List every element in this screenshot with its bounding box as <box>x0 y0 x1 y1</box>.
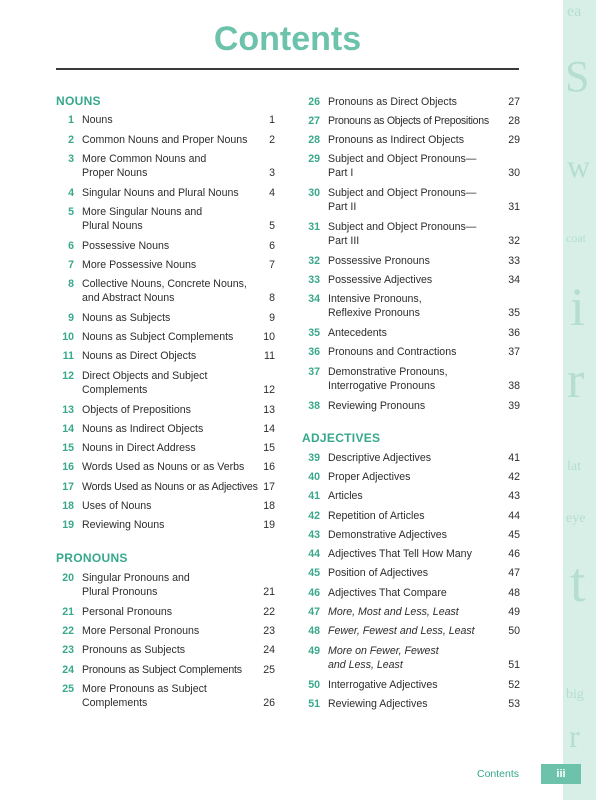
lesson-title: Objects of Prepositions <box>82 404 191 416</box>
lesson-number: 25 <box>62 683 74 695</box>
lesson-number: 37 <box>308 366 320 378</box>
page-number: 46 <box>508 548 520 560</box>
section-heading-pronouns: PRONOUNS <box>56 551 128 565</box>
lesson-number: 16 <box>62 461 74 473</box>
page-number: 24 <box>263 644 275 656</box>
page-number: 49 <box>508 606 520 618</box>
lesson-title: More Singular Nouns and Plural Nouns <box>82 206 203 232</box>
page-number: 7 <box>269 259 275 271</box>
page-number: 26 <box>263 697 275 709</box>
lesson-number: 28 <box>308 134 320 146</box>
lesson-title: Personal Pronouns <box>82 606 173 618</box>
lesson-title: More, Most and Less, Least <box>328 606 459 618</box>
lesson-title: Demonstrative Adjectives <box>328 529 447 541</box>
page-number: 8 <box>269 292 275 304</box>
lesson-number: 42 <box>308 510 320 522</box>
lesson-number: 33 <box>308 274 320 286</box>
decorative-word: ea <box>567 3 582 20</box>
lesson-number: 17 <box>62 481 74 493</box>
page-number: 50 <box>508 625 520 637</box>
page-number: 12 <box>263 384 275 396</box>
page-number: 42 <box>508 471 520 483</box>
page-number: 10 <box>263 331 275 343</box>
lesson-title: Subject and Object Pronouns— Part II <box>328 187 477 213</box>
decorative-word: r <box>569 718 580 754</box>
lesson-title: More Possessive Nouns <box>82 259 197 271</box>
page-number: 14 <box>263 423 275 435</box>
lesson-number: 24 <box>62 664 74 676</box>
lesson-number: 40 <box>308 471 320 483</box>
lesson-title: Demonstrative Pronouns, Interrogative Pronouns <box>328 366 448 392</box>
lesson-title: Possessive Pronouns <box>328 255 430 267</box>
decorative-word: big <box>566 687 584 702</box>
lesson-title: Proper Adjectives <box>328 471 411 483</box>
page-number: 16 <box>263 461 275 473</box>
lesson-title: Position of Adjectives <box>328 567 429 579</box>
lesson-title: Pronouns as Subjects <box>82 644 186 656</box>
lesson-title: Singular Pronouns and Plural Pronouns <box>82 572 190 598</box>
lesson-title: More Personal Pronouns <box>82 625 200 637</box>
page-number: 21 <box>263 586 275 598</box>
page-number: 52 <box>508 679 520 691</box>
lesson-number: 6 <box>68 240 74 252</box>
page-title: Contents <box>213 20 362 58</box>
page-number: 2 <box>269 134 275 146</box>
lesson-number: 4 <box>68 187 74 199</box>
lesson-title: Words Used as Nouns or as Verbs <box>82 461 245 473</box>
lesson-number: 5 <box>68 206 74 218</box>
page-number: 39 <box>508 400 520 412</box>
page-number: 22 <box>263 606 275 618</box>
lesson-title: Nouns in Direct Address <box>82 442 196 454</box>
lesson-number: 10 <box>62 331 74 343</box>
lesson-title: Descriptive Adjectives <box>328 452 432 464</box>
lesson-number: 15 <box>62 442 74 454</box>
lesson-number: 47 <box>308 606 320 618</box>
page-number: 48 <box>508 587 520 599</box>
lesson-title: Direct Objects and Subject Complements <box>82 370 208 396</box>
page-number: 28 <box>508 115 520 127</box>
page-number: 27 <box>508 96 520 108</box>
lesson-number: 39 <box>308 452 320 464</box>
page-number: 47 <box>508 567 520 579</box>
page-number: 3 <box>269 167 275 179</box>
page-number: 38 <box>508 380 520 392</box>
lesson-title: Nouns as Direct Objects <box>82 350 197 362</box>
footer-page-number: iii <box>541 764 581 784</box>
lesson-title: Fewer, Fewest and Less, Least <box>328 625 475 637</box>
page-number: 45 <box>508 529 520 541</box>
page-number: 25 <box>263 664 275 676</box>
page-number: 51 <box>508 659 520 671</box>
lesson-number: 38 <box>308 400 320 412</box>
page-number: 15 <box>263 442 275 454</box>
page-number: 6 <box>269 240 275 252</box>
decorative-word: lat <box>567 459 581 474</box>
lesson-title: Adjectives That Tell How Many <box>328 548 472 560</box>
lesson-title: Articles <box>328 490 363 502</box>
decorative-word: coat <box>566 231 586 245</box>
lesson-number: 14 <box>62 423 74 435</box>
lesson-number: 46 <box>308 587 320 599</box>
decorative-word: eye <box>566 511 586 526</box>
page-number: 29 <box>508 134 520 146</box>
lesson-number: 50 <box>308 679 320 691</box>
lesson-number: 20 <box>62 572 74 584</box>
page-number: 35 <box>508 307 520 319</box>
decorative-side-strip <box>563 0 596 800</box>
lesson-number: 12 <box>62 370 74 382</box>
lesson-number: 49 <box>308 645 320 657</box>
lesson-title: Nouns as Subjects <box>82 312 171 324</box>
decorative-word: S <box>565 52 590 101</box>
lesson-title: Nouns as Subject Complements <box>82 331 234 343</box>
lesson-number: 41 <box>308 490 320 502</box>
lesson-title: Pronouns as Direct Objects <box>328 96 457 108</box>
lesson-number: 9 <box>68 312 74 324</box>
lesson-title: Pronouns as Indirect Objects <box>328 134 465 146</box>
page-number: 37 <box>508 346 520 358</box>
lesson-number: 1 <box>68 114 74 126</box>
page-number: 13 <box>263 404 275 416</box>
lesson-title: Repetition of Articles <box>328 510 425 522</box>
page-number: 32 <box>508 235 520 247</box>
page-number: 17 <box>263 481 275 493</box>
page-number: 44 <box>508 510 520 522</box>
lesson-title: Subject and Object Pronouns— Part I <box>328 153 477 179</box>
lesson-number: 23 <box>62 644 74 656</box>
lesson-number: 34 <box>308 293 320 305</box>
lesson-title: Interrogative Adjectives <box>328 679 438 691</box>
page-number: 23 <box>263 625 275 637</box>
lesson-title: Adjectives That Compare <box>328 587 447 599</box>
lesson-number: 3 <box>68 153 74 165</box>
page-number: 1 <box>269 114 275 126</box>
page-number: 11 <box>264 350 275 362</box>
lesson-number: 30 <box>308 187 320 199</box>
lesson-number: 2 <box>68 134 74 146</box>
page-number: 36 <box>508 327 520 339</box>
section-heading-adjectives: ADJECTIVES <box>302 431 381 445</box>
lesson-title: Singular Nouns and Plural Nouns <box>82 187 239 199</box>
lesson-title: Nouns as Indirect Objects <box>82 423 204 435</box>
lesson-title: Reviewing Adjectives <box>328 698 428 710</box>
lesson-title: More on Fewer, Fewest and Less, Least <box>328 645 439 671</box>
lesson-title: Nouns <box>82 114 113 126</box>
decorative-word: r <box>567 352 585 409</box>
lesson-number: 44 <box>308 548 320 560</box>
page-number: 41 <box>508 452 520 464</box>
lesson-title: Antecedents <box>328 327 387 339</box>
lesson-number: 19 <box>62 519 74 531</box>
page-number: 18 <box>263 500 275 512</box>
footer-section-label: Contents <box>477 768 520 780</box>
page-number: 33 <box>508 255 520 267</box>
lesson-number: 21 <box>62 606 74 618</box>
lesson-number: 11 <box>62 350 74 362</box>
page-number: 9 <box>269 312 275 324</box>
section-heading-nouns: NOUNS <box>56 94 101 108</box>
lesson-title: Collective Nouns, Concrete Nouns, and Abstract Nouns <box>82 278 247 304</box>
lesson-number: 43 <box>308 529 320 541</box>
lesson-number: 8 <box>68 278 74 290</box>
page-number: 4 <box>269 187 275 199</box>
lesson-number: 18 <box>62 500 74 512</box>
page-number: 19 <box>263 519 275 531</box>
lesson-number: 32 <box>308 255 320 267</box>
lesson-title: Common Nouns and Proper Nouns <box>82 134 248 146</box>
lesson-title: Reviewing Pronouns <box>328 400 426 412</box>
lesson-title: More Common Nouns and Proper Nouns <box>82 153 207 179</box>
lesson-number: 22 <box>62 625 74 637</box>
decorative-word: t <box>570 552 586 614</box>
lesson-number: 27 <box>308 115 320 127</box>
lesson-title: Pronouns as Subject Complements <box>82 664 242 676</box>
page-number: 43 <box>508 490 520 502</box>
lesson-number: 29 <box>308 153 320 165</box>
page-number: 34 <box>508 274 520 286</box>
title-rule <box>56 68 519 70</box>
page-number: 5 <box>269 220 275 232</box>
lesson-number: 48 <box>308 625 320 637</box>
lesson-title: Possessive Adjectives <box>328 274 433 286</box>
lesson-title: Words Used as Nouns or as Adjectives <box>82 481 258 493</box>
lesson-title: Uses of Nouns <box>82 500 152 512</box>
lesson-number: 35 <box>308 327 320 339</box>
decorative-word: i <box>570 277 586 337</box>
page-number: 31 <box>508 201 520 213</box>
lesson-title: More Pronouns as Subject Complements <box>82 683 207 709</box>
decorative-word: w <box>567 148 591 184</box>
lesson-number: 45 <box>308 567 320 579</box>
lesson-title: Reviewing Nouns <box>82 519 165 531</box>
lesson-number: 26 <box>308 96 320 108</box>
lesson-number: 7 <box>68 259 74 271</box>
lesson-title: Pronouns and Contractions <box>328 346 457 358</box>
lesson-title: Intensive Pronouns, Reflexive Pronouns <box>328 293 422 319</box>
lesson-number: 36 <box>308 346 320 358</box>
lesson-title: Subject and Object Pronouns— Part III <box>328 221 477 247</box>
page-number: 30 <box>508 167 520 179</box>
page-number: 53 <box>508 698 520 710</box>
lesson-number: 51 <box>308 698 320 710</box>
lesson-title: Possessive Nouns <box>82 240 170 252</box>
lesson-title: Pronouns as Objects of Prepositions <box>328 115 489 127</box>
lesson-number: 13 <box>62 404 74 416</box>
lesson-number: 31 <box>308 221 320 233</box>
